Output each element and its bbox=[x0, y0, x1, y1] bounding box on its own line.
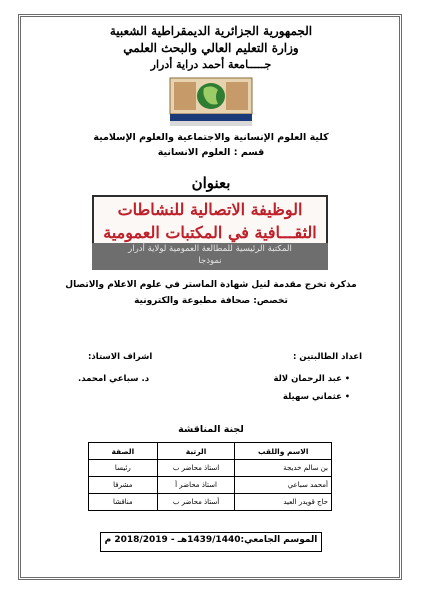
jury-role: مناقشا bbox=[89, 494, 158, 511]
thesis-subtitle-line-1: المكتبة الرئيسية للمطالعة العمومية لولاية أدرار bbox=[128, 244, 292, 254]
header-role: الصفة bbox=[89, 443, 158, 460]
supervisor-name: د. سباعي امحمد. bbox=[78, 374, 150, 384]
table-row bbox=[89, 477, 332, 494]
bullet-icon: • bbox=[344, 374, 350, 383]
jury-rank: استاذ محاضر أ bbox=[157, 477, 235, 494]
student-1 bbox=[273, 374, 350, 384]
header-university: جـــــامعة أحمد دراية أدرار bbox=[150, 58, 272, 71]
jury-table-header bbox=[89, 443, 332, 460]
jury-role: مشرفا bbox=[89, 477, 158, 494]
header-name: الاسم واللقب bbox=[235, 443, 332, 460]
students-label: اعداد الطالبتين : bbox=[292, 352, 362, 362]
thesis-title-line-1: الوظيفة الاتصالية للنشاطات bbox=[117, 200, 303, 219]
jury-title: لجنة المناقشة bbox=[178, 424, 244, 435]
student-2 bbox=[283, 392, 350, 402]
table-row bbox=[89, 460, 332, 477]
memo-description: مذكرة تخرج مقدمة لنيل شهادة الماستر في علوم الاعلام والاتصال bbox=[65, 280, 357, 290]
supervisor-label: اشراف الاستاذ: bbox=[88, 352, 153, 362]
university-logo-icon bbox=[168, 76, 254, 128]
university-logo bbox=[168, 76, 254, 128]
jury-name: حاج قويدر العيد bbox=[235, 494, 332, 511]
jury-rank: استاذ محاضر ب bbox=[157, 460, 235, 477]
specialty: تخصص: صحافة مطبوعة والكترونية bbox=[134, 296, 288, 306]
jury-name: أمحمد سباعي bbox=[235, 477, 332, 494]
header-ministry: وزارة التعليم العالي والبحث العلمي bbox=[123, 41, 299, 55]
thesis-subtitle-line-2: نموذجا bbox=[198, 256, 222, 266]
jury-name: بن سالم خديجة bbox=[235, 460, 332, 477]
faculty-name: كلية العلوم الإنسانية والاجتماعية والعلوم الإسلامية bbox=[93, 132, 329, 143]
student-1-name: عبد الرحمان لالة bbox=[273, 374, 342, 384]
jury-rank: أستاذ محاضر ب bbox=[157, 494, 235, 511]
bullet-icon: • bbox=[344, 392, 350, 401]
student-2-name: عثماني سهيلة bbox=[282, 392, 342, 402]
department-name: قسم : العلوم الانسانية bbox=[157, 147, 265, 158]
academic-year: الموسم الجامعي:1439/1440هـ - 2018/2019 م bbox=[104, 535, 318, 545]
jury-role: رئيسا bbox=[89, 460, 158, 477]
title-label: بعنوان bbox=[191, 174, 231, 192]
header-republic: الجمهورية الجزائرية الديمقراطية الشعبية bbox=[109, 24, 313, 38]
thesis-title-line-2: الثقـــافية في المكتبات العمومية bbox=[103, 223, 317, 242]
jury-table bbox=[88, 442, 332, 511]
table-row bbox=[89, 494, 332, 511]
header-rank: الرتبة bbox=[157, 443, 235, 460]
